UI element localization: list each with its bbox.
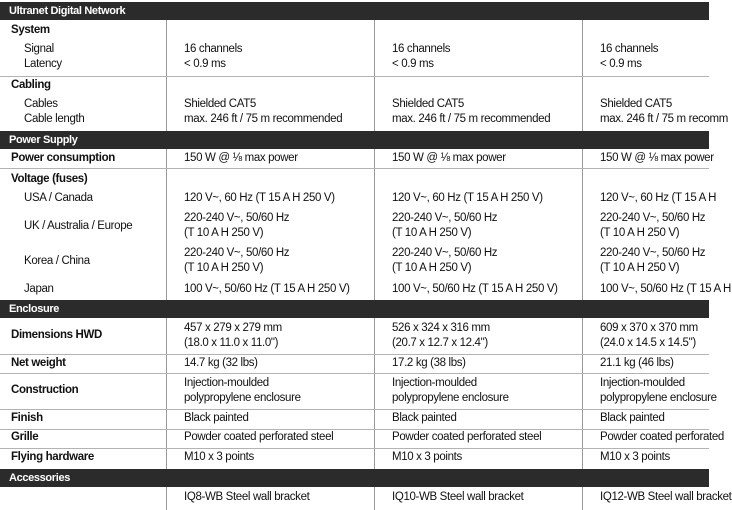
col1-grille: Powder coated perforated steel (184, 431, 334, 443)
col3-construction-line2: polypropylene enclosure (600, 392, 717, 404)
col1-uk-line1: 220-240 V~, 50/60 Hz (184, 212, 290, 224)
section-header-power-supply: Power Supply (0, 131, 709, 149)
col3-cable-length: max. 246 ft / 75 m recomm (600, 113, 729, 125)
col2-korea-line1: 220-240 V~, 50/60 Hz (392, 247, 498, 259)
col3-bracket: IQ12-WB Steel wall bracket (600, 491, 732, 503)
label-grille: Grille (11, 431, 39, 443)
col3-korea-line1: 220-240 V~, 50/60 Hz (600, 247, 706, 259)
col2-cables: Shielded CAT5 (392, 98, 464, 110)
col1-dim-line2: (18.0 x 11.0 x 11.0") (184, 337, 279, 349)
col2-cable-length: max. 246 ft / 75 m recommended (392, 113, 551, 125)
label-signal: Signal (24, 43, 54, 55)
col2-latency: < 0.9 ms (392, 58, 434, 70)
col2-uk-line2: (T 10 A H 250 V) (392, 227, 472, 239)
label-dimensions: Dimensions HWD (11, 329, 102, 341)
col1-power: 150 W @ ⅛ max power (184, 152, 298, 164)
col1-cable-length: max. 246 ft / 75 m recommended (184, 113, 343, 125)
col2-finish: Black painted (392, 412, 457, 424)
label-usa-canada: USA / Canada (24, 192, 93, 204)
col1-korea-line2: (T 10 A H 250 V) (184, 262, 264, 274)
label-power-consumption: Power consumption (11, 152, 115, 164)
col1-construction-line1: Injection-moulded (184, 377, 269, 389)
col3-construction-line1: Injection-moulded (600, 377, 685, 389)
col2-dim-line1: 526 x 324 x 316 mm (392, 322, 490, 334)
section-header-ultranet: Ultranet Digital Network (0, 2, 709, 20)
col2-japan: 100 V~, 50/60 Hz (T 15 A H 250 V) (392, 283, 558, 295)
col3-latency: < 0.9 ms (600, 58, 642, 70)
col1-dim-line1: 457 x 279 x 279 mm (184, 322, 282, 334)
col1-uk-line2: (T 10 A H 250 V) (184, 227, 264, 239)
col1-construction-line2: polypropylene enclosure (184, 392, 301, 404)
col2-uk-line1: 220-240 V~, 50/60 Hz (392, 212, 498, 224)
col3-dim-line2: (24.0 x 14.5 x 14.5") (600, 337, 696, 349)
col3-flying: M10 x 3 points (600, 451, 670, 463)
section-header-accessories: Accessories (0, 469, 709, 487)
col1-flying: M10 x 3 points (184, 451, 254, 463)
row-divider (0, 76, 709, 77)
label-korea-china: Korea / China (24, 255, 90, 267)
row-divider (0, 354, 709, 355)
row-divider (0, 448, 709, 449)
label-japan: Japan (24, 283, 54, 295)
col1-bracket: IQ8-WB Steel wall bracket (184, 491, 310, 503)
label-cables: Cables (24, 98, 58, 110)
label-system: System (11, 24, 50, 36)
label-uk-australia-europe: UK / Australia / Europe (24, 220, 133, 232)
label-cable-length: Cable length (24, 113, 85, 125)
col2-korea-line2: (T 10 A H 250 V) (392, 262, 472, 274)
column-divider (374, 20, 375, 510)
col2-bracket: IQ10-WB Steel wall bracket (392, 491, 524, 503)
section-header-enclosure: Enclosure (0, 300, 709, 318)
col2-construction-line1: Injection-moulded (392, 377, 477, 389)
col2-construction-line2: polypropylene enclosure (392, 392, 509, 404)
label-latency: Latency (24, 58, 62, 70)
col3-dim-line1: 609 x 370 x 370 mm (600, 322, 698, 334)
label-finish: Finish (11, 412, 43, 424)
col1-weight: 14.7 kg (32 lbs) (184, 357, 258, 369)
label-voltage: Voltage (fuses) (11, 173, 88, 185)
col2-power: 150 W @ ⅛ max power (392, 152, 506, 164)
col3-weight: 21.1 kg (46 lbs) (600, 357, 674, 369)
col1-cables: Shielded CAT5 (184, 98, 256, 110)
col3-japan: 100 V~, 50/60 Hz (T 15 A H (600, 283, 732, 295)
col2-weight: 17.2 kg (38 lbs) (392, 357, 466, 369)
col1-usa: 120 V~, 60 Hz (T 15 A H 250 V) (184, 192, 335, 204)
col2-usa: 120 V~, 60 Hz (T 15 A H 250 V) (392, 192, 543, 204)
row-divider (0, 409, 709, 410)
column-divider (582, 20, 583, 510)
col2-dim-line2: (20.7 x 12.7 x 12.4") (392, 337, 488, 349)
col2-signal: 16 channels (392, 43, 451, 55)
col3-cables: Shielded CAT5 (600, 98, 672, 110)
label-net-weight: Net weight (11, 357, 66, 369)
col3-uk-line1: 220-240 V~, 50/60 Hz (600, 212, 706, 224)
col3-finish: Black painted (600, 412, 665, 424)
label-flying-hardware: Flying hardware (11, 451, 94, 463)
col3-signal: 16 channels (600, 43, 659, 55)
label-construction: Construction (11, 384, 79, 396)
col3-power: 150 W @ ⅛ max power (600, 152, 714, 164)
col2-grille: Powder coated perforated steel (392, 431, 542, 443)
column-divider (166, 20, 167, 510)
col1-finish: Black painted (184, 412, 249, 424)
col3-grille: Powder coated perforated (600, 431, 724, 443)
row-divider (0, 373, 709, 374)
row-divider (0, 168, 709, 169)
col3-uk-line2: (T 10 A H 250 V) (600, 227, 680, 239)
col1-signal: 16 channels (184, 43, 243, 55)
label-cabling: Cabling (11, 79, 51, 91)
col1-korea-line1: 220-240 V~, 50/60 Hz (184, 247, 290, 259)
col1-latency: < 0.9 ms (184, 58, 226, 70)
col1-japan: 100 V~, 50/60 Hz (T 15 A H 250 V) (184, 283, 350, 295)
col2-flying: M10 x 3 points (392, 451, 462, 463)
col3-usa: 120 V~, 60 Hz (T 15 A H (600, 192, 717, 204)
col3-korea-line2: (T 10 A H 250 V) (600, 262, 680, 274)
